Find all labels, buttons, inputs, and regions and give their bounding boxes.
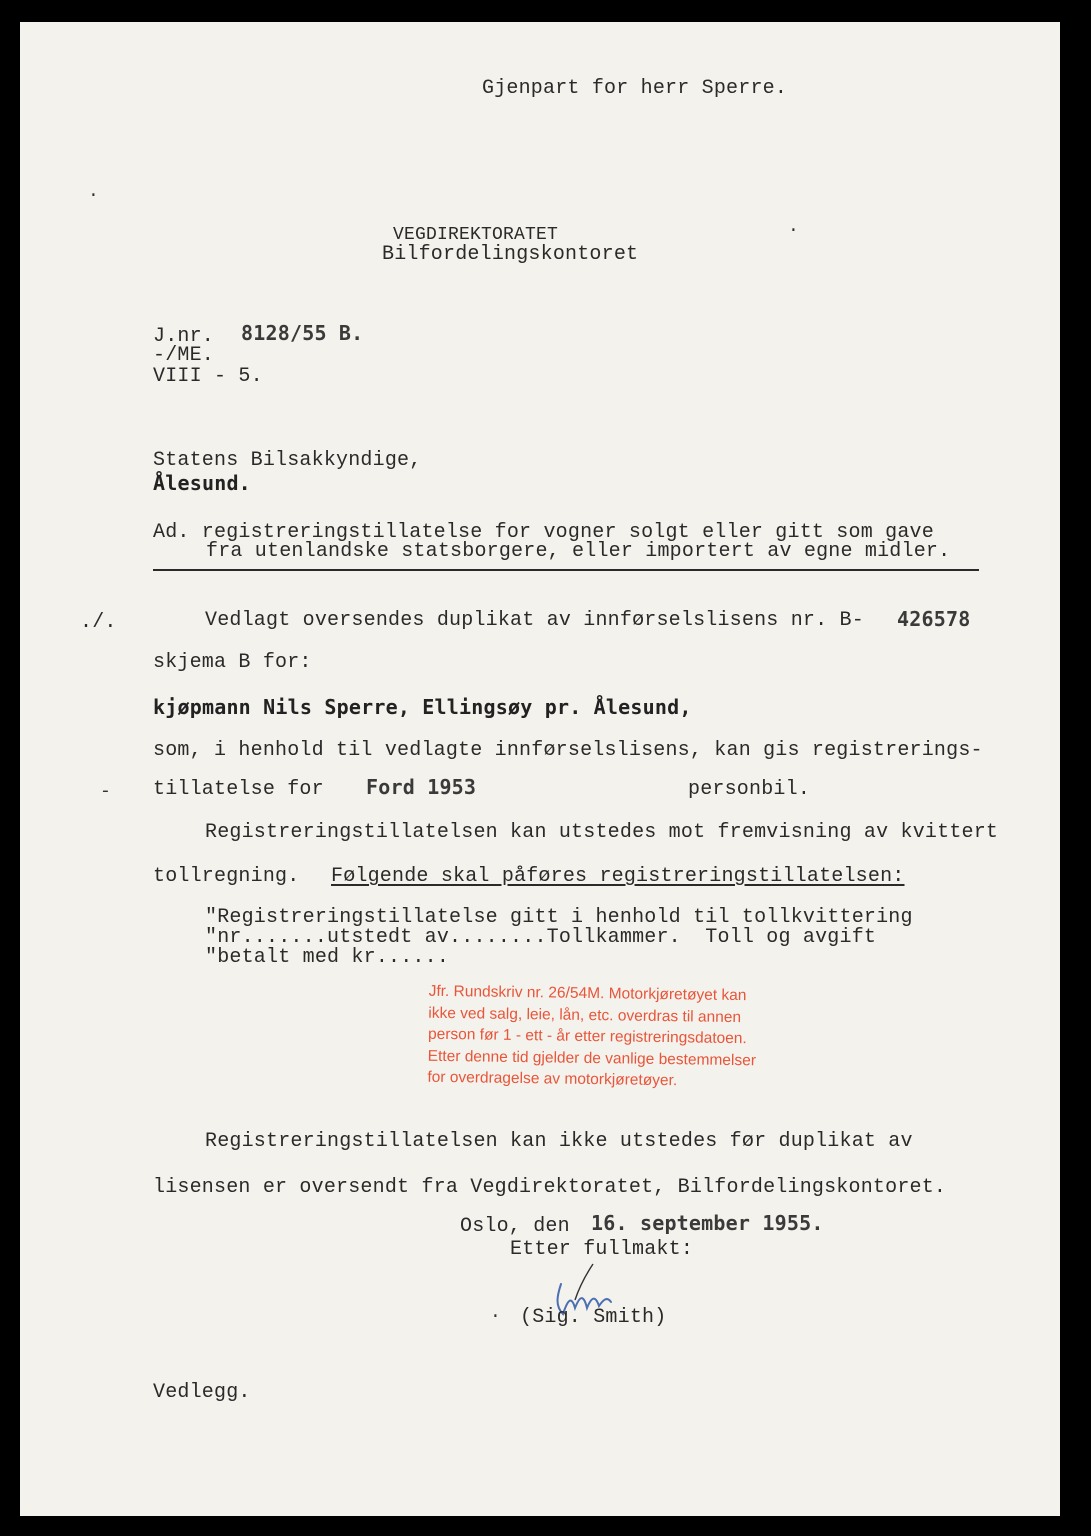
- stamp-line-2: ikke ved salg, leie, lån, etc. overdras til annen: [428, 1004, 742, 1026]
- quote-line-2: "nr.......utstedt av........Tollkammer. Toll og avgift: [205, 926, 877, 949]
- archive-code: VIII - 5.: [153, 365, 263, 388]
- recipient-name: Statens Bilsakkyndige,: [153, 449, 422, 472]
- stamp-line-5: for overdragelse av motorkjøretøyer.: [427, 1068, 678, 1090]
- paper-speck: ·: [490, 1307, 501, 1327]
- recipient-city: Ålesund.: [153, 471, 251, 495]
- paragraph-1: Vedlagt oversendes duplikat av innførselslisens nr. B-: [205, 609, 864, 632]
- closing-date: 16. september 1955.: [591, 1211, 824, 1235]
- license-number: 426578: [897, 607, 971, 631]
- stamp-line-3: person før 1 - ett - år etter registreringsdatoen.: [427, 1025, 747, 1048]
- subject-line-2: fra utenlandske statsborgere, eller importert av egne midler.: [206, 540, 951, 563]
- vehicle-model: Ford 1953: [366, 775, 477, 799]
- attachment-marker: ./.: [80, 611, 117, 634]
- subject-line-1: Ad. registreringstillatelse for vogner solgt eller gitt som gave: [153, 521, 934, 544]
- paragraph-3-line-1: Registreringstillatelsen kan utstedes mot fremvisning av kvittert: [205, 821, 999, 844]
- paper-speck: -: [100, 782, 111, 802]
- paper-speck: .: [88, 182, 99, 202]
- red-stamp: [427, 981, 898, 1095]
- enclosure-note: Vedlegg.: [153, 1381, 251, 1404]
- copy-note: Gjenpart for herr Sperre.: [482, 77, 788, 100]
- subject-underline: [153, 569, 979, 571]
- quote-line-3: "betalt med kr......: [205, 946, 450, 969]
- paragraph-2-suffix: personbil.: [688, 778, 811, 801]
- stamp-line-1: Jfr. Rundskriv nr. 26/54M. Motorkjøretøyet kan: [428, 982, 747, 1005]
- paragraph-2-line-1: som, i henhold til vedlagte innførselslisens, kan gis registrerings-: [153, 739, 983, 762]
- paragraph-4-line-1: Registreringstillatelsen kan ikke utstedes før duplikat av: [205, 1130, 913, 1153]
- closing-authority: Etter fullmakt:: [510, 1238, 694, 1261]
- document-page: [20, 22, 1060, 1516]
- journal-number: 8128/55 B.: [241, 321, 364, 345]
- stamp-line-4: Etter denne tid gjelder de vanlige bestemmelser: [427, 1047, 757, 1069]
- buyer-line: kjøpmann Nils Sperre, Ellingsøy pr. Ålesund,: [153, 695, 692, 719]
- paragraph-4-line-2: lisensen er oversendt fra Vegdirektoratet, Bilfordelingskontoret.: [153, 1176, 947, 1199]
- quote-line-1: "Registreringstillatelse gitt i henhold til tollkvittering: [205, 906, 913, 929]
- letterhead-org: VEGDIREKTORATET: [393, 225, 559, 245]
- paragraph-2-prefix: tillatelse for: [153, 778, 324, 801]
- letterhead-office: Bilfordelingskontoret: [382, 243, 639, 266]
- reference-initials: -/ME.: [153, 344, 215, 367]
- paragraph-3-underlined: Følgende skal påføres registreringstillatelsen:: [331, 865, 905, 888]
- closing-place: Oslo, den: [460, 1215, 570, 1238]
- paragraph-3-prefix: tollregning.: [153, 865, 300, 888]
- journal-label: J.nr.: [153, 325, 215, 348]
- paper-speck: .: [788, 217, 799, 237]
- signatory-name: (Sig. Smith): [520, 1306, 667, 1329]
- paragraph-1-cont: skjema B for:: [153, 651, 312, 674]
